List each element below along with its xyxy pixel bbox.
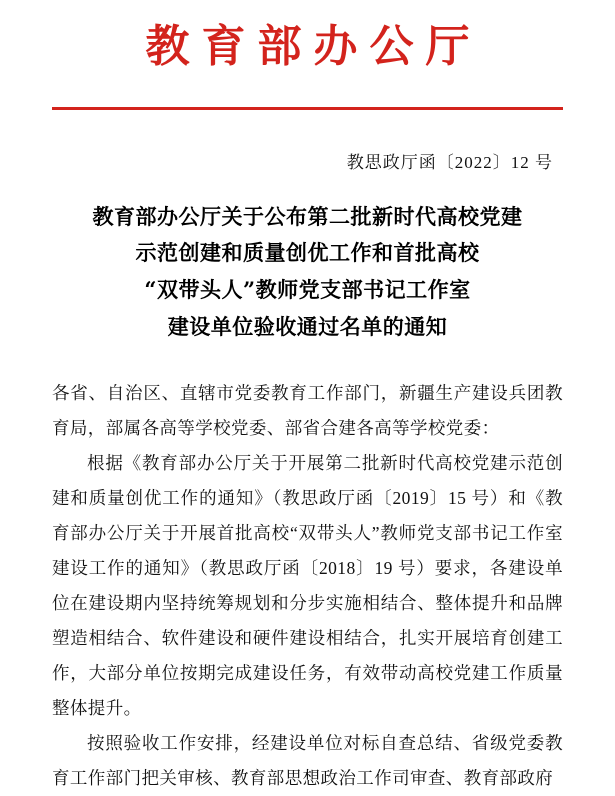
- letterhead-divider: [52, 107, 563, 110]
- document-title: [52, 199, 563, 346]
- document-title-line-3: “双带头人”教师党支部书记工作室: [144, 277, 471, 303]
- document-title-line-2: 示范创建和质量创优工作和首批高校: [135, 240, 480, 266]
- letterhead-organization: 教育部办公厅: [145, 21, 482, 72]
- letterhead: [52, 0, 563, 110]
- document-number: 教思政厅函〔2022〕12 号: [346, 152, 553, 172]
- body-paragraph-salutation: 各省、自治区、直辖市党委教育工作部门，新疆生产建设兵团教育局，部属各高等学校党委、部省合建各高等学校党委：: [52, 382, 563, 438]
- document-title-line-1: 教育部办公厅关于公布第二批新时代高校党建: [92, 203, 523, 229]
- body-paragraph-1: 根据《教育部办公厅关于开展第二批新时代高校党建示范创建和质量创优工作的通知》（教思政厅函〔2019〕15 号）和《教育部办公厅关于开展首批高校“双带头人”教师党支部书记工作室建设工作的通知》（教思政厅函〔2018〕19 号）要求，各建设单位在建设期内坚持统筹规划和分步实施相结合、整体提升和品牌塑造相结合、软件建设和硬件建设相结合，扎实开展培育创建工作，大部分单位按期完成建设任务，有效带动高校党建工作质量整体提升。: [52, 452, 563, 718]
- document-title-line-4: 建设单位验收通过名单的通知: [167, 313, 448, 339]
- body-paragraph-2: 按照验收工作安排，经建设单位对标自查总结、省级党委教育工作部门把关审核、教育部思想政治工作司审查、教育部政府: [52, 732, 563, 788]
- document-body: [52, 376, 563, 796]
